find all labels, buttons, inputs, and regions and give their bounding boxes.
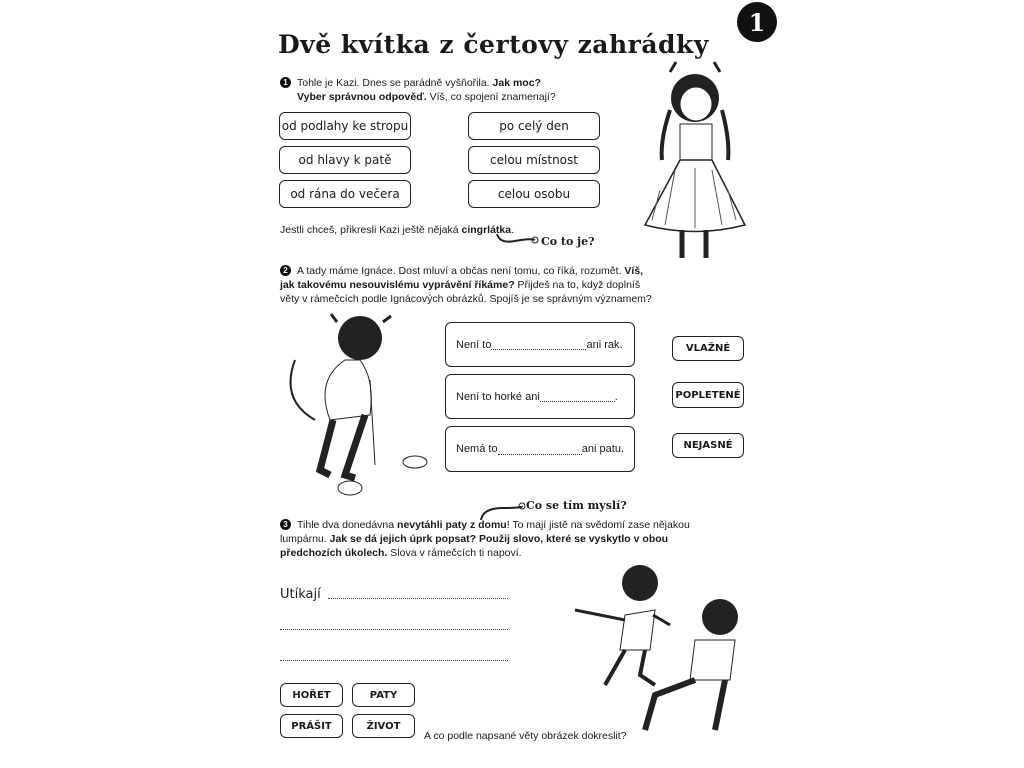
note-what-is-it: Co to je? bbox=[541, 235, 595, 248]
meaning-box[interactable]: po celý den bbox=[468, 112, 600, 140]
hint-word-box[interactable]: PRÁŠIT bbox=[280, 714, 343, 738]
option-box[interactable]: od hlavy k patě bbox=[279, 146, 411, 174]
answer-line[interactable] bbox=[328, 598, 508, 599]
hint-word-box[interactable]: ŽIVOT bbox=[352, 714, 415, 738]
girl-kazi-illustration bbox=[640, 60, 752, 268]
meaning-box[interactable]: VLAŽNÉ bbox=[672, 336, 744, 361]
sentence-box[interactable]: Není to ani rak. bbox=[445, 322, 635, 367]
note-what-does-it-mean: Co se tím myslí? bbox=[526, 499, 627, 512]
blank-line[interactable] bbox=[491, 339, 586, 350]
answer-label: Utíkají bbox=[280, 587, 321, 602]
closing-question: A co podle napsané věty obrázek dokreslit? bbox=[424, 730, 627, 742]
running-kids-illustration bbox=[545, 555, 760, 735]
answer-line[interactable] bbox=[280, 629, 508, 630]
task2-instructions: 2 A tady máme Ignáce. Dost mluví a občas není tomu, co říká, rozumět. Víš, jak takovému nesouvislému vyprávění říkáme? Přijdeš na to, když doplníš věty v rámečcích podle Ignácových obrázků. Spojíš je se správným významem? bbox=[280, 265, 652, 305]
hint-word-box[interactable]: HOŘET bbox=[280, 683, 343, 707]
meaning-box[interactable]: POPLETENÉ bbox=[672, 382, 744, 408]
page-number-badge: 1 bbox=[737, 2, 777, 42]
task3-instructions: 3 Tihle dva donedávna nevytáhli paty z domu! To mají jistě na svědomí zase nějakou lumpárnu. Jak se dá jejich úprk popsat? Použij slovo, které se vyskytlo v obou předchozích úkolech. Slova v rámečcích ti napoví. bbox=[280, 519, 690, 559]
task1-instructions: 1 Tohle je Kazi. Dnes se parádně vyšňořila. Jak moc? Vyber správnou odpověď. Víš, co spojení znamenají? bbox=[280, 76, 620, 104]
task-number: 1 bbox=[280, 77, 291, 88]
meaning-box[interactable]: celou místnost bbox=[468, 146, 600, 174]
task1-extra: Jestli chceš, přikresli Kazi ještě nějaká cingrlátka. bbox=[280, 224, 515, 236]
blank-line[interactable] bbox=[540, 391, 615, 402]
page-title: Dvě kvítka z čertovy zahrádky bbox=[278, 30, 709, 59]
meaning-box[interactable]: celou osobu bbox=[468, 180, 600, 208]
hint-word-box[interactable]: PATY bbox=[352, 683, 415, 707]
task-number: 3 bbox=[280, 519, 291, 530]
blank-line[interactable] bbox=[498, 444, 582, 455]
meaning-box[interactable]: NEJASNÉ bbox=[672, 433, 744, 458]
option-box[interactable]: od podlahy ke stropu bbox=[279, 112, 411, 140]
sentence-box[interactable]: Nemá to ani patu. bbox=[445, 426, 635, 472]
task-number: 2 bbox=[280, 265, 291, 276]
sentence-box[interactable]: Není to horké ani . bbox=[445, 374, 635, 419]
answer-line[interactable] bbox=[280, 660, 508, 661]
option-box[interactable]: od rána do večera bbox=[279, 180, 411, 208]
boy-ignac-illustration bbox=[275, 310, 440, 500]
swirl-arrow-icon bbox=[495, 232, 540, 248]
